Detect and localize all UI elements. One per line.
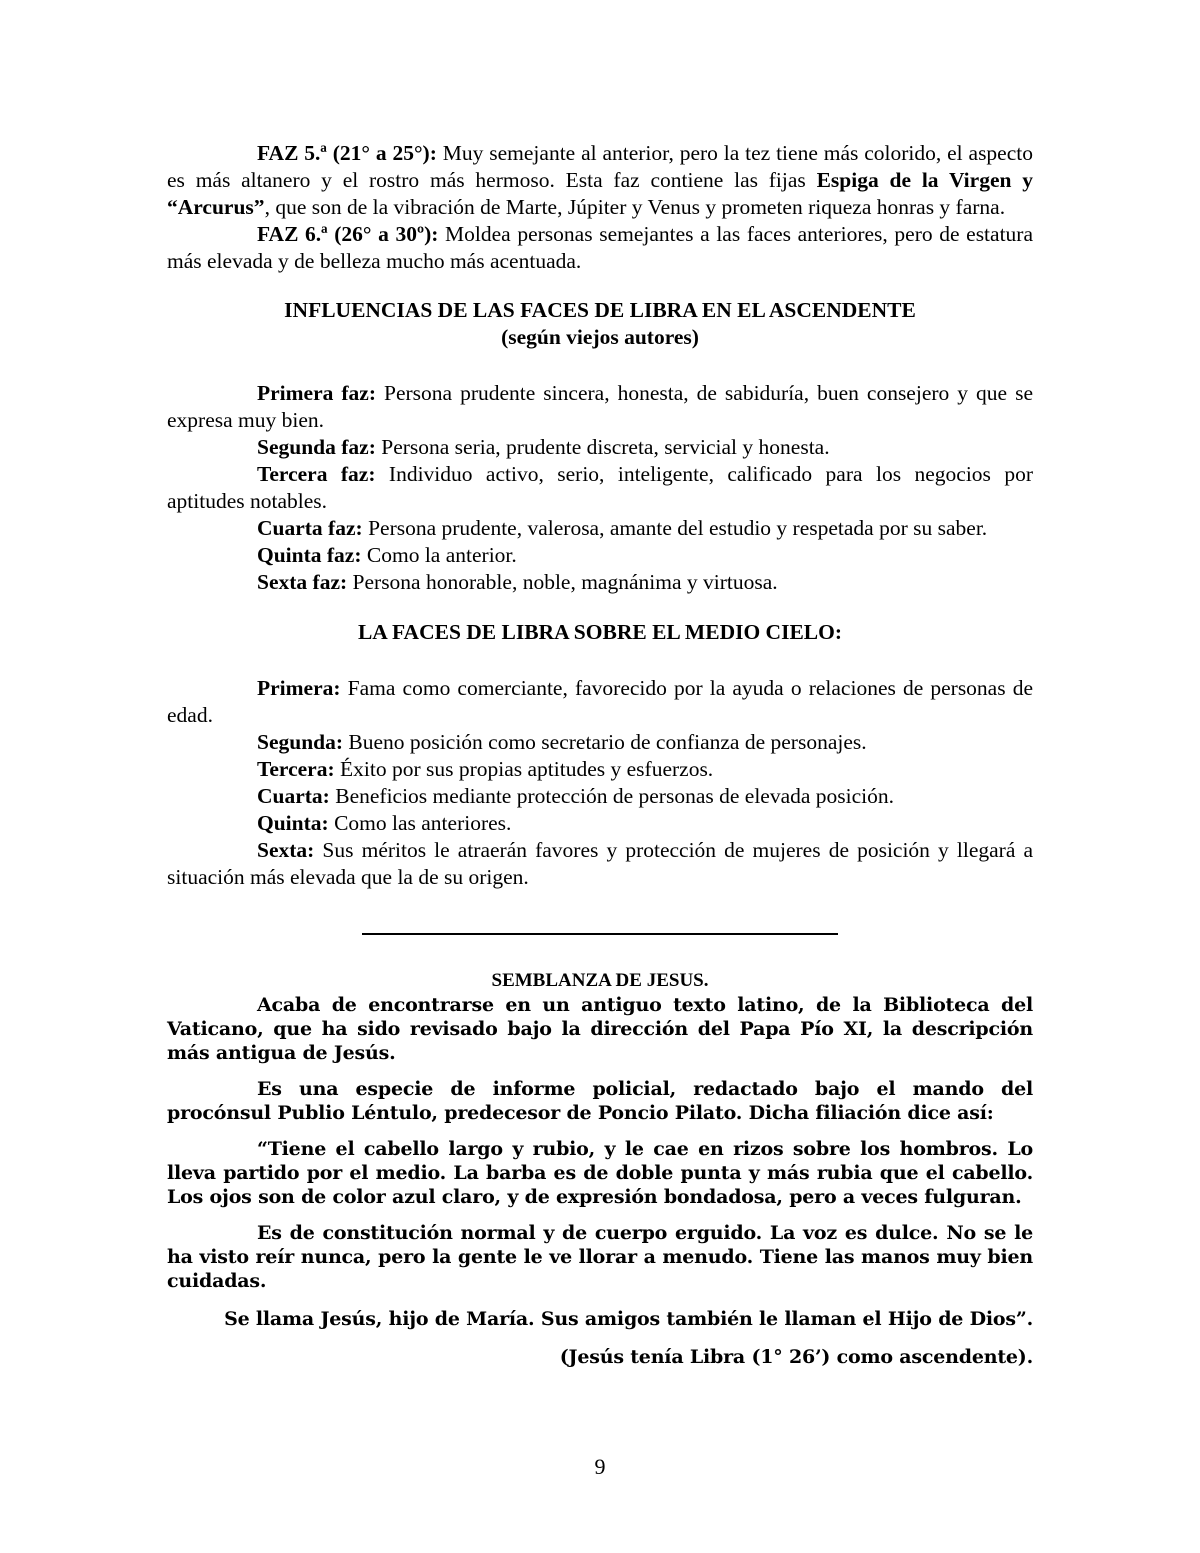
- paragraph-faz-6: [167, 221, 1033, 275]
- mc-item-lead: Tercera:: [257, 757, 335, 781]
- faz-6-lead: FAZ 6.ª (26° a 30º):: [257, 222, 439, 246]
- asc-item-text: Persona seria, prudente discreta, servicial y honesta.: [375, 435, 830, 459]
- mc-item: [167, 756, 1033, 783]
- faz-5-stars: Espiga de la Virgen y “Arcurus”: [167, 168, 1033, 219]
- section-title-medio-cielo: LA FACES DE LIBRA SOBRE EL MEDIO CIELO:: [357, 620, 843, 644]
- semblanza-section: [167, 969, 1033, 1369]
- asc-item-lead: Primera faz:: [257, 381, 377, 405]
- mc-item-text: Bueno posición como secretario de confianza de personajes.: [343, 730, 867, 754]
- asc-item-text: Persona prudente, valerosa, amante del estudio y respetada por su saber.: [362, 516, 988, 540]
- asc-item-text: Persona honorable, noble, magnánima y virtuosa.: [347, 570, 778, 594]
- asc-item: [167, 542, 1033, 569]
- asc-item-text: Como la anterior.: [361, 543, 517, 567]
- asc-item: [167, 461, 1033, 515]
- mc-item-text: Fama como comerciante, favorecido por la ayuda o relaciones de personas de edad.: [167, 676, 1033, 727]
- faz-5-text-2: , que son de la vibración de Marte, Júpiter y Venus y prometen riqueza honras y farna.: [264, 195, 1006, 219]
- semblanza-paragraph: Es una especie de informe policial, redactado bajo el mando del procónsul Publio Léntulo, predecesor de Poncio Pilato. Dicha filiación dice así:: [167, 1078, 1033, 1124]
- asc-item: [167, 434, 1033, 461]
- faz-5-lead: FAZ 5.ª (21° a 25°):: [257, 141, 437, 165]
- semblanza-paragraph: “Tiene el cabello largo y rubio, y le cae en rizos sobre los hombros. Lo lleva partido por el medio. La barba es de doble punta y más rubia que el cabello. Los ojos son de color azul claro, y de expresión bondadosa, pero a veces fulguran.: [167, 1138, 1033, 1208]
- mc-item-text: Éxito por sus propias aptitudes y esfuerzos.: [334, 757, 714, 781]
- semblanza-closing: Se llama Jesús, hijo de María. Sus amigos también le llaman el Hijo de Dios”.: [224, 1308, 1033, 1330]
- mc-item: [167, 675, 1033, 729]
- semblanza-note: (Jesús tenía Libra (1° 26’) como ascendente).: [559, 1346, 1033, 1368]
- page-body: [167, 140, 1033, 1369]
- semblanza-paragraph: Acaba de encontrarse en un antiguo texto latino, de la Biblioteca del Vaticano, que ha sido revisado bajo la dirección del Papa Pío XI, la descripción más antigua de Jesús.: [167, 994, 1033, 1064]
- mc-item: [167, 810, 1033, 837]
- mc-item-lead: Quinta:: [257, 811, 329, 835]
- asc-item: [167, 569, 1033, 596]
- faz-6-text: Moldea personas semejantes a las faces anteriores, pero de estatura más elevada y de belleza mucho más acentuada.: [167, 222, 1033, 273]
- page-number: 9: [594, 1454, 606, 1479]
- asc-item-lead: Tercera faz:: [257, 462, 376, 486]
- asc-item-text: Persona prudente sincera, honesta, de sabiduría, buen consejero y que se expresa muy bien.: [167, 381, 1033, 432]
- mc-item: [167, 729, 1033, 756]
- semblanza-title: SEMBLANZA DE JESUS.: [491, 970, 709, 991]
- semblanza-paragraph: Es de constitución normal y de cuerpo erguido. La voz es dulce. No se le ha visto reír nunca, pero la gente le ve llorar a menudo. Tiene las manos muy bien cuidadas.: [167, 1222, 1033, 1292]
- mc-item-lead: Segunda:: [257, 730, 344, 754]
- asc-item: [167, 380, 1033, 434]
- section-subtitle-ascendente: (según viejos autores): [501, 325, 699, 349]
- asc-item-lead: Quinta faz:: [257, 543, 362, 567]
- mc-item-text: Sus méritos le atraerán favores y protección de mujeres de posición y llegará a situación más elevada que la de su origen.: [167, 838, 1033, 889]
- faz-5-text: Muy semejante al anterior, pero la tez tiene más colorido, el aspecto es más altanero y el rostro más hermoso. Esta faz contiene las fijas: [167, 141, 1033, 192]
- mc-item-text: Beneficios mediante protección de personas de elevada posición.: [329, 784, 895, 808]
- paragraph-faz-5: [167, 140, 1033, 221]
- asc-item-lead: Cuarta faz:: [257, 516, 363, 540]
- mc-item-lead: Cuarta:: [257, 784, 330, 808]
- section-title-ascendente: INFLUENCIAS DE LAS FACES DE LIBRA EN EL ASCENDENTE: [284, 298, 916, 322]
- asc-item-lead: Sexta faz:: [257, 570, 348, 594]
- mc-item-lead: Primera:: [257, 676, 341, 700]
- asc-item: [167, 515, 1033, 542]
- mc-item: [167, 783, 1033, 810]
- asc-item-text: Individuo activo, serio, inteligente, calificado para los negocios por aptitudes notables.: [167, 462, 1033, 513]
- mc-item: [167, 837, 1033, 891]
- mc-item-lead: Sexta:: [257, 838, 315, 862]
- asc-item-lead: Segunda faz:: [257, 435, 376, 459]
- mc-item-text: Como las anteriores.: [328, 811, 512, 835]
